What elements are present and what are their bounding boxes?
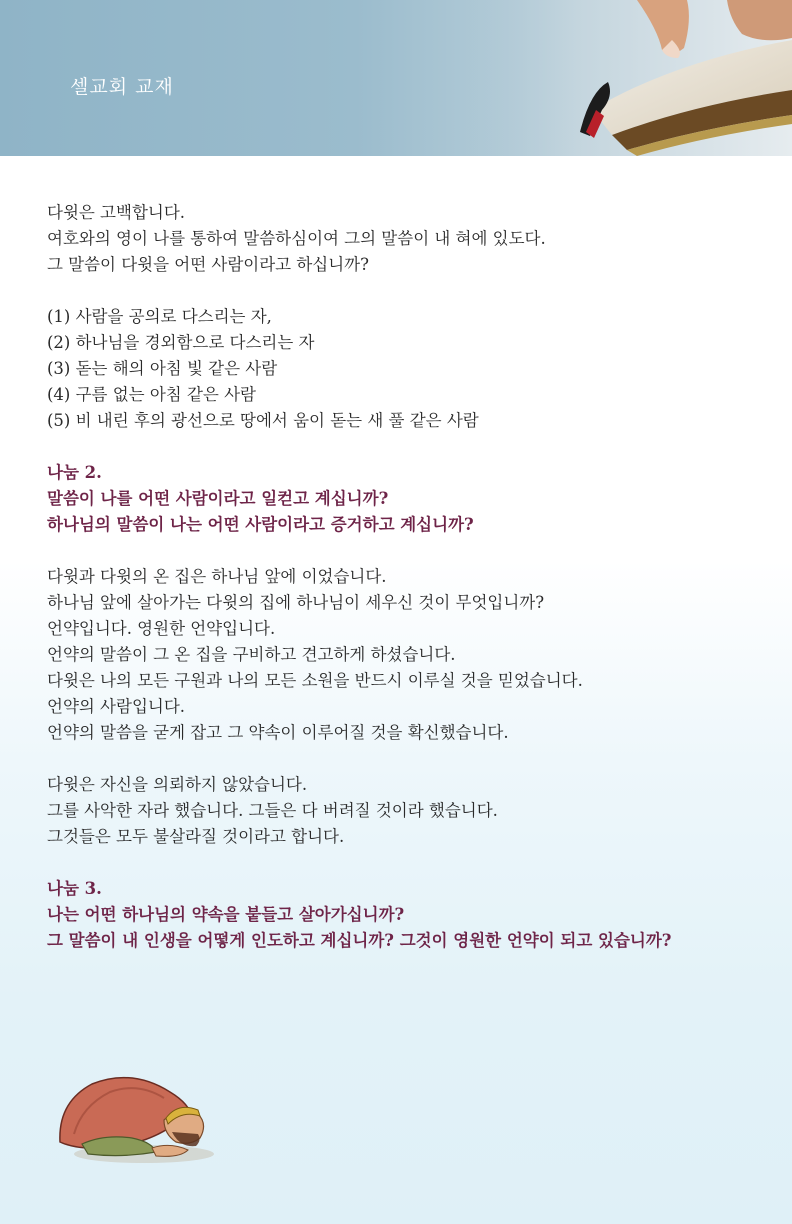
text-line: 언약의 사람입니다. <box>47 697 186 716</box>
text-line: 언약의 말씀을 굳게 잡고 그 약속이 이루어질 것을 확신했습니다. <box>47 723 509 742</box>
list-item: (5) 비 내린 후의 광선으로 땅에서 움이 돋는 새 풀 같은 사람 <box>47 411 479 430</box>
bible-reading-photo <box>462 0 792 156</box>
text-line: 다윗은 고백합니다. <box>47 203 186 222</box>
list-item: (1) 사람을 공의로 다스리는 자, <box>47 307 272 326</box>
header-banner <box>0 0 792 156</box>
text-line: 다윗과 다윗의 온 집은 하나님 앞에 이었습니다. <box>47 567 387 586</box>
body-paragraph-2 <box>47 772 767 850</box>
text-line: 그를 사악한 자라 했습니다. 그들은 다 버려질 것이라 했습니다. <box>47 801 498 820</box>
praying-man-illustration <box>52 1062 218 1166</box>
sharing-question: 말씀이 나를 어떤 사람이라고 일컫고 계십니까? <box>47 489 389 508</box>
text-line: 언약의 말씀이 그 온 집을 구비하고 견고하게 하셨습니다. <box>47 645 456 664</box>
sharing-question-2 <box>47 460 767 538</box>
sharing-question-3 <box>47 876 767 954</box>
list-item: (4) 구름 없는 아침 같은 사람 <box>47 385 256 404</box>
text-line: 그 말씀이 다윗을 어떤 사람이라고 하십니까? <box>47 255 369 274</box>
body-paragraph-1 <box>47 564 767 746</box>
sharing-question: 나는 어떤 하나님의 약속을 붙들고 살아가십니까? <box>47 905 405 924</box>
list-item: (2) 하나님을 경외함으로 다스리는 자 <box>47 333 315 352</box>
text-line: 그것들은 모두 불살라질 것이라고 합니다. <box>47 827 345 846</box>
intro-paragraph <box>47 200 767 278</box>
main-content <box>47 200 767 954</box>
text-line: 언약입니다. 영원한 언약입니다. <box>47 619 276 638</box>
sharing-heading: 나눔 2. <box>47 463 102 482</box>
sharing-question: 하나님의 말씀이 나는 어떤 사람이라고 증거하고 계십니까? <box>47 515 474 534</box>
text-line: 다윗은 나의 모든 구원과 나의 모든 소원을 반드시 이루실 것을 믿었습니다. <box>47 671 583 690</box>
sharing-question: 그 말씀이 내 인생을 어떻게 인도하고 계십니까? 그것이 영원한 언약이 되고 있습니까? <box>47 931 672 950</box>
text-line: 다윗은 자신을 의뢰하지 않았습니다. <box>47 775 308 794</box>
text-line: 여호와의 영이 나를 통하여 말씀하심이여 그의 말씀이 내 혀에 있도다. <box>47 229 546 248</box>
header-title: 셀교회 교재 <box>70 76 174 98</box>
sharing-heading: 나눔 3. <box>47 879 102 898</box>
list-item: (3) 돋는 해의 아침 빛 같은 사람 <box>47 359 278 378</box>
numbered-list <box>47 304 767 434</box>
text-line: 하나님 앞에 살아가는 다윗의 집에 하나님이 세우신 것이 무엇입니까? <box>47 593 545 612</box>
